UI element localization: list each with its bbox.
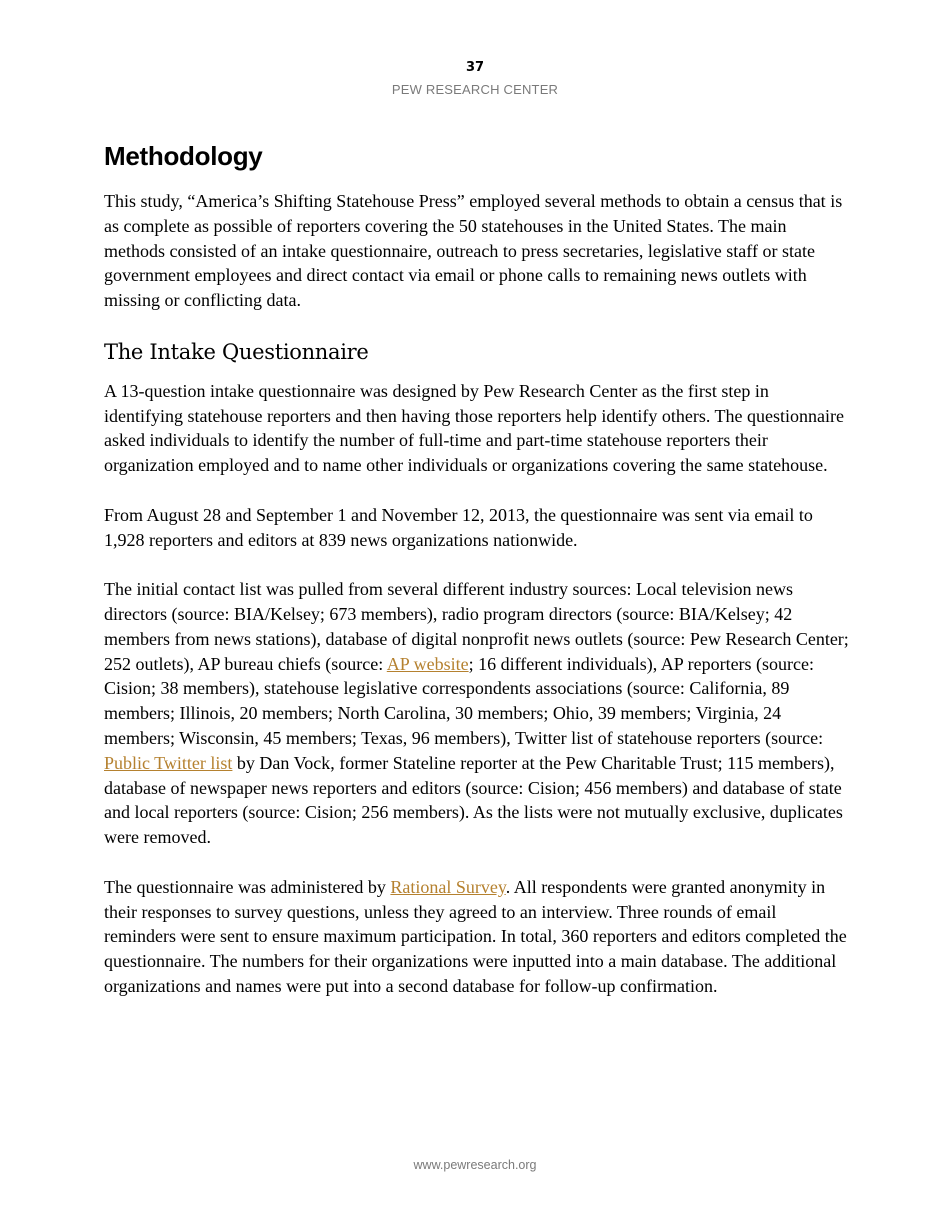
rational-survey-link[interactable]: Rational Survey — [390, 876, 506, 897]
ap-website-link[interactable]: AP website — [386, 653, 469, 674]
main-content — [104, 140, 849, 999]
administration-text-1: The questionnaire was administered by — [104, 876, 391, 897]
contact-list-text-2: ; 16 different individuals), AP reporters (source: Cision; 38 members), statehouse legislative correspondents associations (source: California, 89 members; Illinois, 20 members; North Carolina, 30 members; Ohio, 39 members; Virginia, 24 members; Wisconsin, 45 members; Texas, 96 members), Twitter list of statehouse reporters (source: — [104, 653, 824, 748]
page-number: 37 — [465, 60, 485, 75]
contact-list-text-1: The initial contact list was pulled from several different industry sources: Local television news directors (source: BIA/Kelsey; 673 members), radio program directors (source: BIA/Kelsey; 42 members from news stations), database of digital nonprofit news outlets (source: Pew Research Center; 252 outlets), AP bureau chiefs (source: — [104, 579, 849, 674]
paragraph-questionnaire-dates: From August 28 and September 1 and November 12, 2013, the questionnaire was sent via email to 1,928 reporters and editors at 839 news organizations nationwide. — [104, 504, 813, 550]
paragraph-administration — [104, 875, 849, 999]
footer-url: www.pewresearch.org — [413, 1158, 537, 1172]
section-title: The Intake Questionnaire — [104, 339, 369, 364]
paragraph-questionnaire-design: A 13-question intake questionnaire was designed by Pew Research Center as the first step in identifying statehouse reporters and then having those reporters help identify others. The questionnaire asked individuals to identify the number of full-time and part-time statehouse reporters their organization employed and to name other individuals or organizations covering the same statehouse. — [104, 380, 844, 476]
public-twitter-list-link[interactable]: Public Twitter list — [104, 752, 233, 773]
paragraph-contact-list — [104, 577, 849, 850]
organization-name: PEW RESEARCH CENTER — [391, 82, 559, 97]
contact-list-text-3: by Dan Vock, former Stateline reporter at the Pew Charitable Trust; 115 members), database of newspaper news reporters and editors (source: Cision; 456 members) and database of state and local reporters (source: Cision; 256 members). As the lists were not mutually exclusive, duplicates were removed. — [104, 752, 843, 848]
intro-paragraph: This study, “America’s Shifting Statehouse Press” employed several methods to obtain a census that is as complete as possible of reporters covering the 50 statehouses in the United States. The main methods consisted of an intake questionnaire, outreach to press secretaries, legislative staff or state government employees and direct contact via email or phone calls to remaining news outlets with missing or conflicting data. — [104, 191, 843, 311]
page-title: Methodology — [104, 141, 263, 171]
administration-text-2: . All respondents were granted anonymity in their responses to survey questions, unless they agreed to an interview. Three rounds of email reminders were sent to ensure maximum participation. In total, 360 reporters and editors completed the questionnaire. The numbers for their organizations were inputted into a main database. The additional organizations and names were put into a second database for follow-up confirmation. — [104, 876, 847, 996]
